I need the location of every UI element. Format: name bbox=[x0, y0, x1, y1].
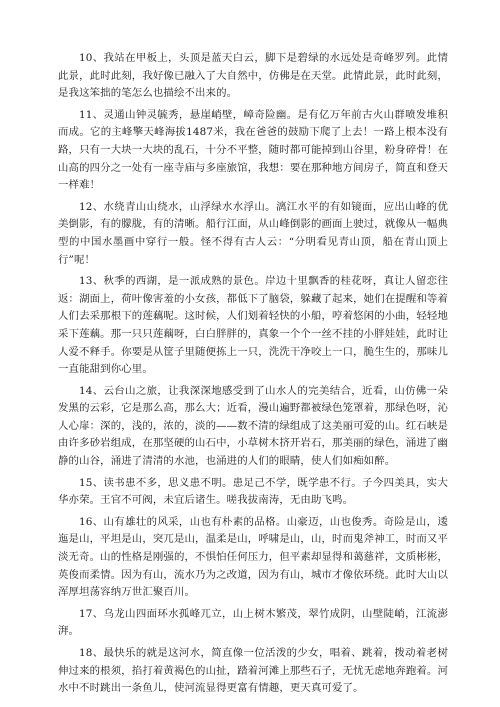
paragraph-18: 18、最快乐的就是这河水，简直像一位活泼的少女，唱着、跳着，拨动着老树伸过来的根须，掐打着黄褐色的山扯，踏着河滩上那些石子，无忧无虑地奔跑着。河水中不时跳出一条鱼儿，使河流显得更富有情趣，更天真可爱了。 bbox=[58, 647, 448, 695]
paragraph-17: 17、乌龙山四面环水孤峰兀立，山上树木繁茂，翠竹成阴，山壁陡峭，江流澎湃。 bbox=[58, 607, 448, 638]
paragraph-12: 12、水绕青山山绕水，山浮绿水水浮山。漓江水平的有如镜面，应出山峰的优美倒影，有的朦胧，有的清晰。船行江面，从山峰倒影的画面上驶过，就像从一幅典型的中国水墨画中穿行一般。怪不得有古人云：“分明看见青山顶，船在青山顶上行”呢！ bbox=[58, 200, 448, 266]
paragraph-16: 16、山有雄壮的风采，山也有朴素的品格。山豪迈，山也俊秀。奇险是山，逶迤是山，平坦是山，突兀是山，温柔是山，呼啸是山，山，时而鬼斧神工，时而又平淡无奇。山的性格是刚强的，不惧怕任何压力，但平素却显得和蔼慈祥，文质彬彬，英俊而柔情。因为有山，流水乃为之改道，因为有山，城市才像依环绕。此时大山以浑厚坦荡容纳万世汇聚百川。 bbox=[58, 515, 448, 599]
paragraph-13: 13、秋季的西湖，是一派成熟的景色。岸边十里飘香的桂花呀，真让人留恋往返：湖面上，荷叶像害羞的小女孩，都低下了脑袋，躲藏了起来，她们在提醒和等着人们去采那根下的莲藕呢。这时候，人们划着轻快的小船，哼着悠闲的小曲，轻轻地采下莲藕。那一只只莲藕呀，白白胖胖的，真象一个个一丝不挂的小胖娃娃，此时让人爱不释手。你要是从筐子里随便拣上一只，洗洗干净咬上一口，脆生生的，那味儿一直能甜到你心里。 bbox=[58, 275, 448, 376]
paragraph-15: 15、读书患不多，思义患不明。患足己不学，既学患不行。子今四美具，实大华亦荣。王官不可阀，未宜后诸生。嗟我拔南涛，无由助飞鸣。 bbox=[58, 476, 448, 507]
paragraph-11: 11、灵通山钟灵毓秀，悬崖峭壁，嶂奇险幽。是有亿万年前古火山群喷发堆积而成。它的主峰擎天峰海拔1487米，我在爸爸的鼓励下爬了上去！一路上根本没有路，只有一大块一大块的乱石，十分不平整，随时都可能掉到山谷里，粉身碎骨！在山高的四分之一处有一座寺庙与多座旅馆，我想：要在那种地方间房子，简直和登天一样难！ bbox=[58, 108, 448, 192]
paragraph-14: 14、云台山之旅，让我深深地感受到了山水人的完美结合，近看，山仿佛一朵发黑的云彩，它是那么高，那么大；近看，漫山遍野都被绿色笼罩着，那绿色呀，沁人心扉：深的，浅的，浓的，淡的——数不清的绿组成了这美丽可爱的山。红石峡是由许多砂岩组成，在那坚硬的山石中，小草树木挤开岩石，那美丽的绿色，涌进了幽静的山谷，涌进了清清的水池，也涌进的人们的眼睛，使人们如痴如醉。 bbox=[58, 384, 448, 468]
paragraph-10: 10、我站在甲板上，头顶是蓝天白云，脚下是碧绿的水远处是奇峰罗列。此情此景，此时此刻，我好像已融入了大自然中，仿佛是在天堂。此情此景，此时此刻，是我这笨拙的笔怎么也描绘不出来的。 bbox=[58, 52, 448, 100]
